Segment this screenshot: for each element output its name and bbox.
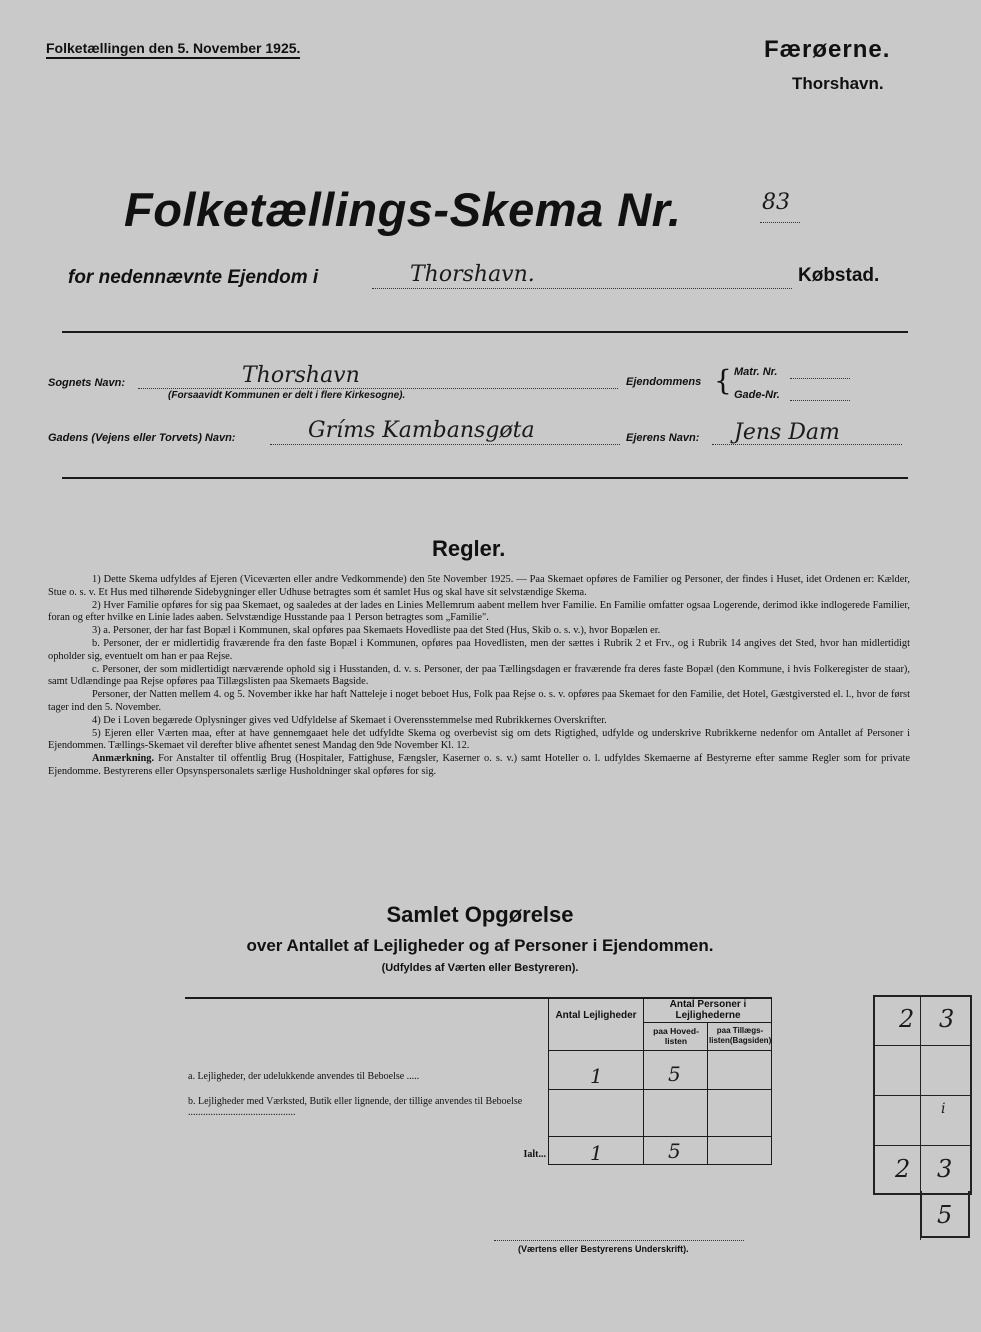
rule-paragraph: 2) Hver Familie opføres for sig paa Skemaet, og saaledes at der lades en Linies Mellemrum aabent mellem hver Familie. En Familie omfatter ogsaa Logerende, derimod ikke indlogerede Familier, foran og efter hvilke en Linie lades aaben. Selvstændige Husstande paa 1 Person betragtes som „Familie".	[48, 599, 910, 624]
signature-line	[494, 1240, 744, 1241]
owner-name-handwritten: Jens Dam	[734, 420, 840, 445]
matr-nr-label: Matr. Nr.	[734, 366, 778, 378]
region-name: Færøerne.	[764, 36, 891, 63]
tally-r1c2: 3	[939, 1005, 955, 1033]
col-header-supp-list: paa Tillægs-listen(Bagsiden)	[709, 1026, 772, 1045]
table-vline	[707, 1022, 708, 1165]
tally-r4c1: 2	[895, 1155, 911, 1183]
property-label: Ejendommens	[626, 376, 702, 388]
side-tally-hline	[873, 1145, 970, 1146]
col-header-apartments: Antal Lejligheder	[555, 1010, 637, 1021]
rule-note	[48, 753, 910, 779]
brace-icon: {	[714, 364, 732, 397]
table-hline	[548, 1136, 772, 1137]
tally-r3c2: i	[941, 1101, 946, 1117]
note-text: For Anstalter til offentlig Brug (Hospitaler, Fattighuse, Fængsler, Kaserner o. s. v.) samt Hoteller o. l. udfyldes Skemaerne af Bestyrerne efter samme Regler som for private Ejendomme. Bestyrerens eller Opsynspersonalets særlige Husholdninger skal opføres for sig.	[48, 753, 910, 777]
total-main: 5	[668, 1139, 681, 1163]
side-tally-hline	[873, 1045, 970, 1046]
rule-paragraph: b. Personer, der er midlertidig fraværende fra den faste Bopæl i Kommunen, opføres paa Hovedlisten, men der sættes i Rubrik 2 et Frv., og i Rubrik 14 angives det Sted, hvor han midlertidigt opholder sig, eventuelt om han er paa Rejse.	[48, 637, 910, 662]
summary-title: Samlet Opgørelse	[386, 902, 574, 927]
parish-name-label: Sognets Navn:	[48, 377, 126, 389]
summary-subtitle: over Antallet af Lejligheder og af Personer i Ejendommen.	[246, 936, 714, 955]
street-name-handwritten: Gríms Kambansgøta	[308, 418, 535, 443]
summary-note: (Udfyldes af Værten eller Bestyreren).	[381, 962, 579, 974]
town-name: Thorshavn.	[792, 74, 884, 93]
table-hline	[548, 1089, 772, 1090]
tally-r5c2: 5	[937, 1201, 953, 1229]
rule-paragraph: Personer, der Natten mellem 4. og 5. November ikke har haft Natteleje i noget beboet Hus, Folk paa Rejse o. s. v. opføres paa Skemaet for den Familie, det Hotel, Gæstgiversted el. l., hvor de først tager ind den 5. November.	[48, 689, 910, 713]
form-title: Folketællings-Skema Nr.	[124, 183, 682, 236]
row-a-label: a. Lejligheder, der udelukkende anvendes til Beboelse .....	[188, 1071, 420, 1082]
property-line-label: for nedennævnte Ejendom i	[68, 267, 319, 288]
parish-note: (Forsaavidt Kommunen er delt i flere Kirkesogne).	[168, 390, 406, 401]
rules-heading: Regler.	[432, 536, 506, 561]
census-date-label: Folketællingen den 5. November 1925.	[46, 40, 300, 59]
total-apartments: 1	[590, 1141, 603, 1165]
table-hline	[548, 1050, 772, 1051]
note-label: Anmærkning.	[92, 753, 155, 765]
schema-number-line	[760, 222, 800, 223]
col-header-main-list: paa Hoved-listen	[653, 1026, 699, 1046]
rule-paragraph: 5) Ejeren eller Værten maa, efter at have gennemgaaet hele det udfyldte Skema og overbevist sig om dets Rigtighed, udfylde og underskrive Rubrikkerne nedenfor om Antallet af Personer i Ejendommen. Tællings-Skemaet vil derefter blive afhentet senest Mandag den 9de November Kl. 12.	[48, 727, 910, 752]
divider-top	[62, 331, 908, 333]
rule-paragraph: c. Personer, der som midlertidigt nærværende ophold sig i Husstanden, d. v. s. Personer, der paa Tællingsdagen er fraværende fra deres faste Bopæl (den Kommune, i hvis Folkeregister de staar), samt Udlændinge paa Rejse opføres paa Tillægslisten paa Skemaets Bagside.	[48, 663, 910, 688]
rule-paragraph: 4) De i Loven begærede Oplysninger gives ved Udfyldelse af Skemaet i Overensstemmelse med Rubrikkernes Overskrifter.	[92, 714, 607, 726]
property-town-handwritten: Thorshavn.	[410, 262, 535, 287]
rules-body	[48, 574, 910, 779]
gade-dotted-line	[790, 400, 850, 401]
table-vline	[548, 997, 549, 1165]
signature-note: (Værtens eller Bestyrerens Underskrift).	[518, 1244, 689, 1254]
table-hline	[548, 1164, 772, 1165]
gade-nr-label: Gade-Nr.	[734, 389, 780, 401]
divider-bottom	[62, 477, 908, 479]
rule-paragraph: 3) a. Personer, der har fast Bopæl i Kommunen, skal opføres paa Skemaets Hovedliste paa det Sted (Hus, Skib o. s. v.), hvor Bopælen er.	[92, 625, 661, 637]
parish-dotted-line	[138, 388, 618, 389]
total-label: Ialt...	[523, 1149, 546, 1160]
matr-dotted-line	[790, 378, 850, 379]
parish-name-handwritten: Thorshavn	[242, 363, 360, 388]
row-a-main: 5	[668, 1062, 681, 1086]
street-name-label: Gadens (Vejens eller Torvets) Navn:	[48, 432, 236, 444]
row-b-label: b. Lejligheder med Værksted, Butik eller lignende, der tillige anvendes til Beboelse ...........................................	[188, 1096, 523, 1118]
row-a-apartments: 1	[590, 1064, 603, 1088]
side-tally-box	[873, 995, 970, 1240]
col-header-persons: Antal Personer i Lejlighederne	[669, 999, 747, 1021]
street-dotted-line	[270, 444, 620, 445]
kobstad-label: Købstad.	[798, 265, 880, 286]
rule-paragraph: 1) Dette Skema udfyldes af Ejeren (Viceværten eller andre Vedkommende) den 5te November 1925. — Paa Skemaet opføres de Familier og Personer, der findes i Huset, idet Ordenen er: Kælder, Stue o. s. v. Et Hus med tilhørende Sidebygninger eller Udhuse betragtes som ét samlet Hus og skal have sit selvstændige Skema.	[48, 574, 910, 598]
side-tally-hline	[873, 1095, 970, 1096]
tally-r4c2: 3	[937, 1155, 953, 1183]
tally-r1c1: 2	[899, 1005, 915, 1033]
table-hline	[643, 1022, 772, 1023]
property-dotted-line	[372, 288, 792, 289]
schema-number-handwritten: 83	[762, 190, 790, 215]
owner-name-label: Ejerens Navn:	[626, 432, 700, 444]
